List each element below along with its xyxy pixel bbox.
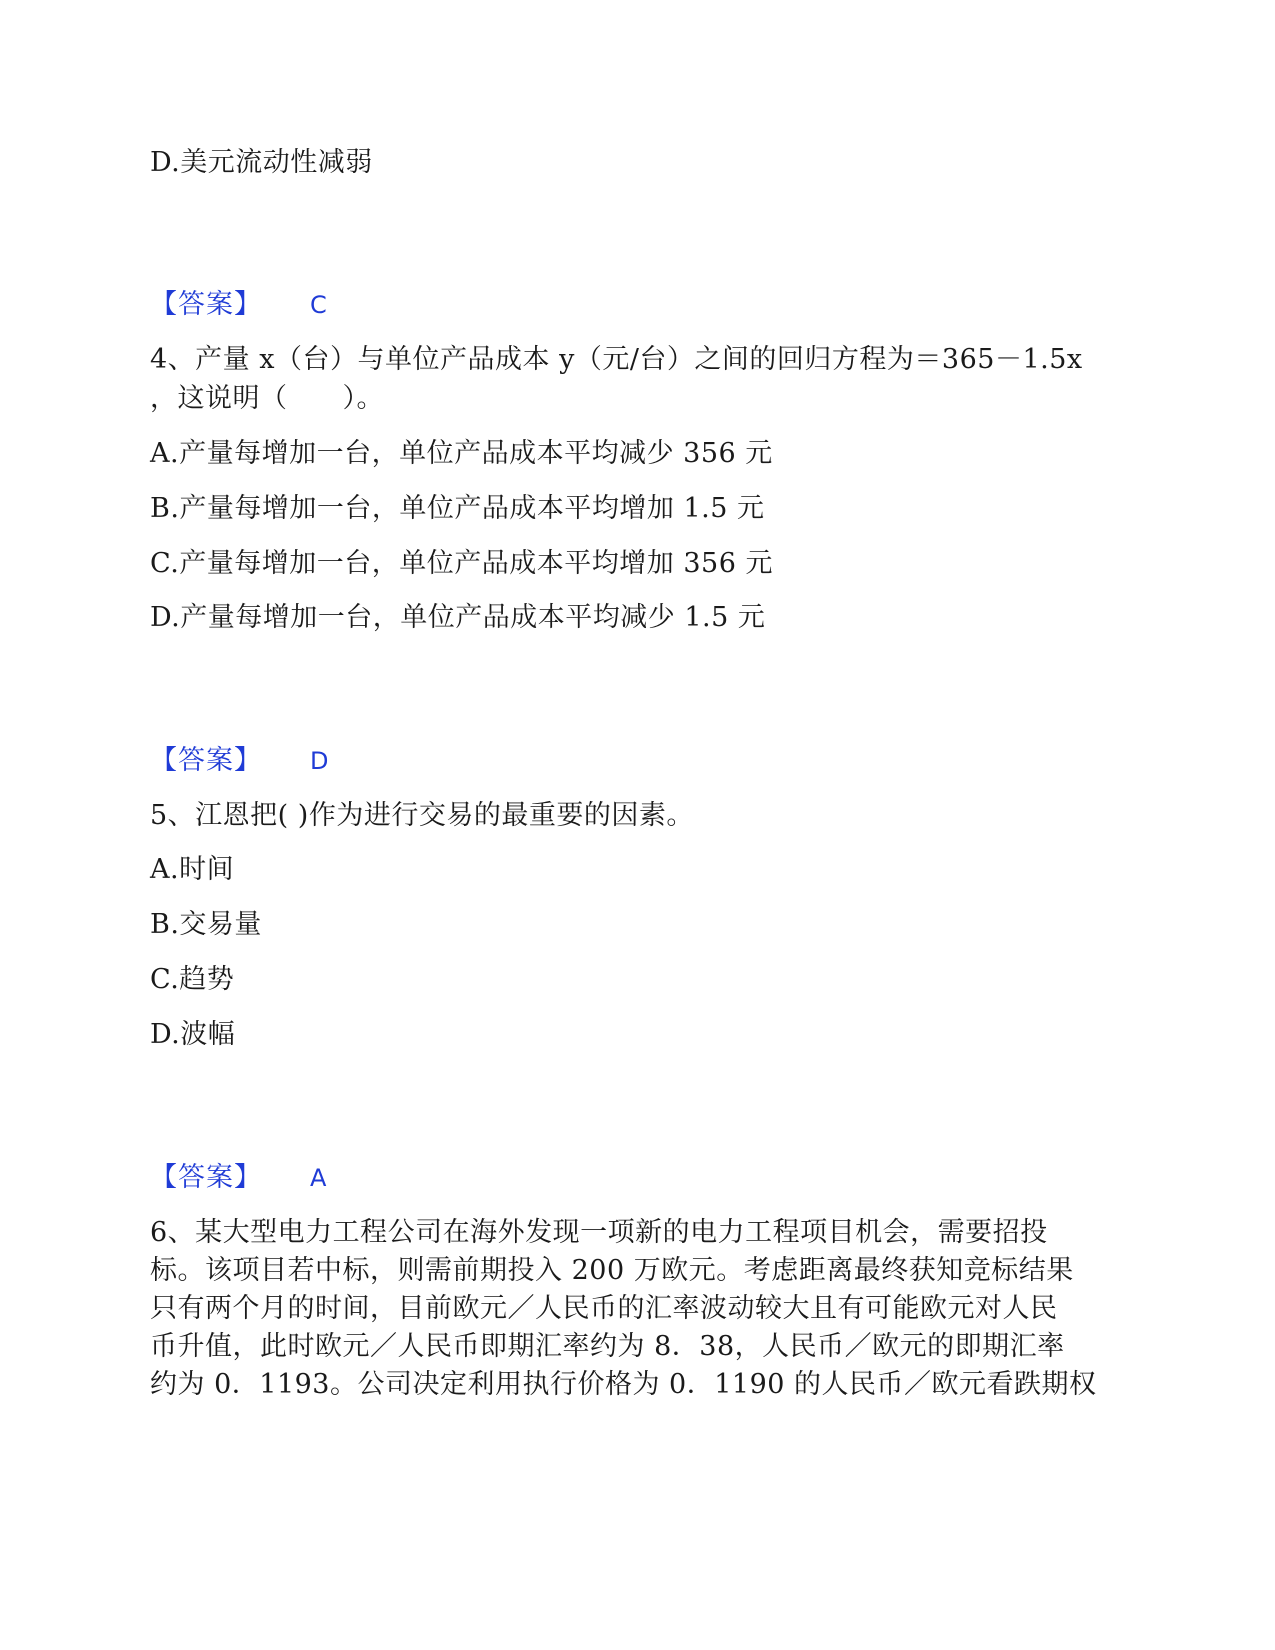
q5-option-c: C.趋势 — [150, 964, 235, 995]
q4-option-d: D.产量每增加一台，单位产品成本平均减少 1.5 元 — [150, 602, 766, 633]
q3-option-d: D.美元流动性减弱 — [150, 147, 373, 178]
q5-option-a: A.时间 — [150, 854, 235, 885]
q5-stem: 5、江恩把( )作为进行交易的最重要的因素。 — [150, 800, 694, 831]
q6-line: 币升值，此时欧元／人民币即期汇率约为 8．38，人民币／欧元的即期汇率 — [150, 1331, 1065, 1362]
q5-option-d: D.波幅 — [150, 1019, 236, 1050]
answer-value: A — [310, 1164, 327, 1192]
answer-label: 【答案】 — [150, 745, 262, 776]
q6-line: 约为 0．1193。公司决定利用执行价格为 0．1190 的人民币／欧元看跌期权 — [150, 1369, 1097, 1400]
q4-option-b: B.产量每增加一台，单位产品成本平均增加 1.5 元 — [150, 493, 765, 524]
q4-stem-line2: ，这说明（ ）。 — [150, 383, 384, 414]
answer-label: 【答案】 — [150, 289, 262, 320]
q5-option-b: B.交易量 — [150, 909, 262, 940]
q6-line: 标。该项目若中标，则需前期投入 200 万欧元。考虑距离最终获知竞标结果 — [150, 1255, 1074, 1286]
answer-value: D — [310, 747, 329, 775]
q6-stem — [150, 1214, 1110, 1404]
q4-option-c: C.产量每增加一台，单位产品成本平均增加 356 元 — [150, 548, 773, 579]
q6-line: 只有两个月的时间，目前欧元／人民币的汇率波动较大且有可能欧元对人民 — [150, 1293, 1058, 1324]
answer-q3 — [150, 288, 327, 322]
answer-label: 【答案】 — [150, 1162, 262, 1193]
q4-stem-line1: 4、产量 x（台）与单位产品成本 y（元/台）之间的回归方程为＝365－1.5x — [150, 344, 1083, 375]
answer-q5 — [150, 1161, 326, 1195]
q4-option-a: A.产量每增加一台，单位产品成本平均减少 356 元 — [150, 438, 773, 469]
answer-q4 — [150, 744, 328, 778]
answer-value: C — [310, 291, 327, 319]
q6-line: 6、某大型电力工程公司在海外发现一项新的电力工程项目机会，需要招投 — [150, 1217, 1048, 1248]
